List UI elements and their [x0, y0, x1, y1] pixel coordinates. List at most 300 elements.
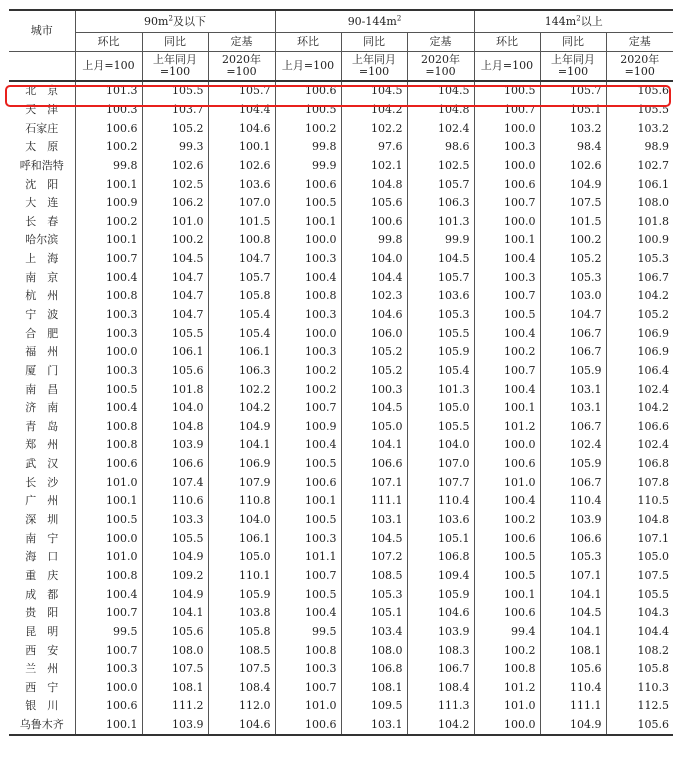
- value-cell: 100.3: [75, 660, 142, 679]
- base-header: 上月=100: [75, 52, 142, 82]
- value-cell: 100.2: [75, 212, 142, 231]
- value-cell: 104.6: [407, 604, 474, 623]
- value-cell: 100.7: [474, 362, 540, 381]
- value-cell: 100.8: [208, 231, 275, 250]
- value-cell: 102.6: [208, 157, 275, 176]
- value-cell: 110.6: [142, 492, 208, 511]
- value-cell: 108.4: [407, 679, 474, 698]
- value-cell: 100.8: [275, 641, 341, 660]
- value-cell: 102.4: [606, 436, 673, 455]
- value-cell: 106.6: [142, 455, 208, 474]
- value-cell: 100.2: [540, 231, 606, 250]
- value-cell: 105.2: [142, 119, 208, 138]
- value-cell: 100.0: [474, 436, 540, 455]
- value-cell: 100.2: [142, 231, 208, 250]
- base-header: 上年同月 =100: [142, 52, 208, 82]
- value-cell: 101.1: [275, 548, 341, 567]
- value-cell: 104.5: [142, 250, 208, 269]
- value-cell: 101.8: [142, 380, 208, 399]
- value-cell: 100.9: [275, 418, 341, 437]
- table-row: [9, 529, 673, 548]
- value-cell: 105.6: [341, 194, 407, 213]
- value-cell: 105.7: [407, 268, 474, 287]
- value-cell: 103.6: [407, 511, 474, 530]
- subcol-header: 定基: [407, 33, 474, 52]
- value-cell: 99.9: [407, 231, 474, 250]
- city-cell: 石家庄: [25, 121, 59, 135]
- subcol-header: 定基: [606, 33, 673, 52]
- value-cell: 100.8: [474, 660, 540, 679]
- value-cell: 101.8: [606, 212, 673, 231]
- city-cell: 天 津: [25, 102, 59, 116]
- value-cell: 104.5: [341, 399, 407, 418]
- value-cell: 100.5: [275, 455, 341, 474]
- price-index-table: [9, 9, 673, 736]
- value-cell: 104.2: [407, 716, 474, 736]
- value-cell: 103.4: [341, 623, 407, 642]
- table-row: [9, 436, 673, 455]
- value-cell: 105.6: [540, 660, 606, 679]
- value-cell: 99.5: [75, 623, 142, 642]
- value-cell: 100.3: [275, 250, 341, 269]
- value-cell: 106.7: [540, 473, 606, 492]
- table-row: [9, 157, 673, 176]
- value-cell: 105.2: [606, 306, 673, 325]
- value-cell: 108.0: [142, 641, 208, 660]
- city-cell: 乌鲁木齐: [9, 716, 75, 736]
- value-cell: 100.1: [208, 138, 275, 157]
- value-cell: 104.7: [142, 306, 208, 325]
- value-cell: 102.7: [606, 157, 673, 176]
- value-cell: 112.5: [606, 697, 673, 716]
- value-cell: 104.8: [407, 101, 474, 120]
- value-cell: 108.0: [606, 194, 673, 213]
- value-cell: 105.8: [208, 623, 275, 642]
- subcol-header: 定基: [208, 33, 275, 52]
- value-cell: 107.5: [540, 194, 606, 213]
- city-cell: 南 昌: [25, 382, 59, 396]
- value-cell: 101.5: [208, 212, 275, 231]
- value-cell: 105.1: [407, 529, 474, 548]
- value-cell: 106.4: [606, 362, 673, 381]
- value-cell: 100.8: [75, 436, 142, 455]
- value-cell: 100.4: [474, 492, 540, 511]
- city-cell: 大 连: [25, 196, 59, 210]
- value-cell: 104.7: [208, 250, 275, 269]
- value-cell: 104.0: [407, 436, 474, 455]
- value-cell: 100.9: [606, 231, 673, 250]
- city-cell: 济 南: [25, 401, 59, 415]
- value-cell: 105.3: [341, 585, 407, 604]
- value-cell: 105.5: [407, 418, 474, 437]
- value-cell: 100.5: [474, 81, 540, 101]
- table-row: [9, 380, 673, 399]
- value-cell: 104.9: [142, 548, 208, 567]
- value-cell: 100.7: [75, 250, 142, 269]
- value-cell: 100.4: [275, 436, 341, 455]
- value-cell: 100.7: [474, 101, 540, 120]
- table-row: [9, 604, 673, 623]
- value-cell: 105.9: [407, 343, 474, 362]
- value-cell: 109.5: [341, 697, 407, 716]
- value-cell: 105.0: [208, 548, 275, 567]
- value-cell: 105.5: [142, 529, 208, 548]
- value-cell: 105.3: [606, 250, 673, 269]
- value-cell: 107.7: [407, 473, 474, 492]
- value-cell: 103.8: [208, 604, 275, 623]
- value-cell: 100.5: [275, 194, 341, 213]
- city-cell: 宁 波: [25, 308, 59, 321]
- value-cell: 104.8: [142, 418, 208, 437]
- value-cell: 105.1: [341, 604, 407, 623]
- value-cell: 108.5: [208, 641, 275, 660]
- value-cell: 106.1: [208, 343, 275, 362]
- city-cell: 郑 州: [25, 438, 59, 452]
- value-cell: 108.1: [341, 679, 407, 698]
- value-cell: 107.4: [142, 473, 208, 492]
- value-cell: 100.1: [75, 716, 142, 736]
- value-cell: 100.3: [275, 529, 341, 548]
- value-cell: 104.0: [341, 250, 407, 269]
- value-cell: 110.4: [540, 679, 606, 698]
- value-cell: 100.6: [474, 175, 540, 194]
- value-cell: 106.6: [540, 529, 606, 548]
- value-cell: 100.7: [474, 194, 540, 213]
- value-cell: 101.0: [142, 212, 208, 231]
- city-cell: 广 州: [25, 494, 59, 508]
- value-cell: 100.8: [75, 287, 142, 306]
- table-row: [9, 119, 673, 138]
- value-cell: 100.6: [75, 455, 142, 474]
- base-header: 2020年 =100: [208, 52, 275, 82]
- value-cell: 101.0: [474, 697, 540, 716]
- table-row: [9, 641, 673, 660]
- base-header: 上年同月 =100: [540, 52, 606, 82]
- value-cell: 105.5: [407, 324, 474, 343]
- value-cell: 105.6: [606, 716, 673, 736]
- value-cell: 107.5: [606, 567, 673, 586]
- value-cell: 100.1: [474, 231, 540, 250]
- table-row: [9, 399, 673, 418]
- value-cell: 104.9: [208, 418, 275, 437]
- value-cell: 106.9: [606, 324, 673, 343]
- value-cell: 106.6: [341, 455, 407, 474]
- value-cell: 106.3: [407, 194, 474, 213]
- value-cell: 102.1: [341, 157, 407, 176]
- value-cell: 100.6: [474, 455, 540, 474]
- value-cell: 100.1: [75, 492, 142, 511]
- group-header-large: $144m^2$以上: [474, 10, 673, 33]
- value-cell: 105.3: [540, 268, 606, 287]
- value-cell: 100.0: [474, 716, 540, 736]
- value-cell: 100.3: [275, 660, 341, 679]
- value-cell: 107.8: [606, 473, 673, 492]
- value-cell: 100.8: [75, 567, 142, 586]
- value-cell: 106.8: [407, 548, 474, 567]
- value-cell: 100.3: [75, 324, 142, 343]
- value-cell: 107.9: [208, 473, 275, 492]
- city-cell: 重 庆: [25, 568, 59, 582]
- value-cell: 100.1: [275, 492, 341, 511]
- value-cell: 106.8: [606, 455, 673, 474]
- city-cell: 福 州: [25, 345, 59, 359]
- value-cell: 108.1: [142, 679, 208, 698]
- value-cell: 103.1: [341, 511, 407, 530]
- value-cell: 100.6: [75, 119, 142, 138]
- value-cell: 103.7: [142, 101, 208, 120]
- value-cell: 104.3: [606, 604, 673, 623]
- value-cell: 105.5: [606, 585, 673, 604]
- value-cell: 103.1: [540, 399, 606, 418]
- value-cell: 100.0: [275, 324, 341, 343]
- value-cell: 108.4: [208, 679, 275, 698]
- value-cell: 100.3: [75, 362, 142, 381]
- value-cell: 106.7: [540, 343, 606, 362]
- value-cell: 104.6: [341, 306, 407, 325]
- group-header-small: $90m^2$及以下: [75, 10, 275, 33]
- value-cell: 107.1: [606, 529, 673, 548]
- value-cell: 106.2: [142, 194, 208, 213]
- value-cell: 104.5: [407, 250, 474, 269]
- value-cell: 100.5: [474, 548, 540, 567]
- city-header-spacer: [9, 52, 75, 82]
- value-cell: 103.9: [407, 623, 474, 642]
- value-cell: 100.1: [275, 212, 341, 231]
- value-cell: 105.0: [407, 399, 474, 418]
- value-cell: 104.2: [606, 399, 673, 418]
- value-cell: 104.0: [142, 399, 208, 418]
- value-cell: 103.6: [407, 287, 474, 306]
- city-cell: 西 安: [25, 643, 59, 657]
- value-cell: 100.1: [474, 585, 540, 604]
- table-row: [9, 567, 673, 586]
- city-cell: 长 沙: [25, 475, 59, 489]
- base-header: 上年同月 =100: [341, 52, 407, 82]
- value-cell: 100.5: [474, 567, 540, 586]
- city-cell: 昆 明: [25, 624, 59, 638]
- city-cell: 呼和浩特: [19, 158, 64, 172]
- value-cell: 105.9: [540, 362, 606, 381]
- value-cell: 106.7: [606, 268, 673, 287]
- value-cell: 104.7: [142, 287, 208, 306]
- value-cell: 105.4: [407, 362, 474, 381]
- value-cell: 104.6: [208, 119, 275, 138]
- subcol-header: 环比: [474, 33, 540, 52]
- value-cell: 105.3: [407, 306, 474, 325]
- value-cell: 100.2: [474, 511, 540, 530]
- value-cell: 107.0: [407, 455, 474, 474]
- value-cell: 101.3: [75, 81, 142, 101]
- value-cell: 101.0: [275, 697, 341, 716]
- value-cell: 104.7: [540, 306, 606, 325]
- value-cell: 108.5: [341, 567, 407, 586]
- value-cell: 104.9: [540, 716, 606, 736]
- value-cell: 100.3: [275, 306, 341, 325]
- value-cell: 105.4: [208, 306, 275, 325]
- value-cell: 100.8: [275, 287, 341, 306]
- value-cell: 103.2: [540, 119, 606, 138]
- city-cell: 南 宁: [25, 531, 59, 545]
- table-row: [9, 101, 673, 120]
- city-cell: 上 海: [25, 252, 59, 266]
- table-row: [9, 194, 673, 213]
- value-cell: 104.9: [540, 175, 606, 194]
- value-cell: 111.3: [407, 697, 474, 716]
- value-cell: 100.1: [474, 399, 540, 418]
- value-cell: 111.1: [341, 492, 407, 511]
- value-cell: 100.7: [275, 679, 341, 698]
- value-cell: 104.8: [606, 511, 673, 530]
- city-cell: 海 口: [25, 550, 59, 564]
- value-cell: 100.4: [275, 604, 341, 623]
- value-cell: 108.2: [606, 641, 673, 660]
- value-cell: 105.4: [208, 324, 275, 343]
- value-cell: 100.5: [75, 380, 142, 399]
- value-cell: 106.7: [407, 660, 474, 679]
- base-header: 上月=100: [474, 52, 540, 82]
- value-cell: 104.2: [208, 399, 275, 418]
- value-cell: 105.5: [606, 101, 673, 120]
- city-cell: 西 宁: [25, 680, 59, 694]
- value-cell: 102.2: [208, 380, 275, 399]
- city-cell: 成 都: [25, 587, 59, 601]
- table-row: [9, 81, 673, 101]
- value-cell: 98.9: [606, 138, 673, 157]
- table-row: [9, 585, 673, 604]
- city-cell: 太 原: [25, 140, 59, 154]
- value-cell: 100.5: [275, 101, 341, 120]
- city-cell: 厦 门: [25, 363, 59, 377]
- value-cell: 100.7: [75, 604, 142, 623]
- value-cell: 100.0: [75, 679, 142, 698]
- value-cell: 100.3: [75, 101, 142, 120]
- value-cell: 99.4: [474, 623, 540, 642]
- city-column-header: 城市: [9, 10, 75, 52]
- value-cell: 100.4: [275, 268, 341, 287]
- value-cell: 99.8: [75, 157, 142, 176]
- value-cell: 105.5: [142, 81, 208, 101]
- value-cell: 109.4: [407, 567, 474, 586]
- value-cell: 108.1: [540, 641, 606, 660]
- value-cell: 106.0: [341, 324, 407, 343]
- value-cell: 100.8: [75, 418, 142, 437]
- value-cell: 100.0: [275, 231, 341, 250]
- value-cell: 101.2: [474, 679, 540, 698]
- value-cell: 104.1: [540, 623, 606, 642]
- value-cell: 100.2: [275, 380, 341, 399]
- value-cell: 100.6: [275, 716, 341, 736]
- value-cell: 99.8: [275, 138, 341, 157]
- value-cell: 100.6: [75, 697, 142, 716]
- value-cell: 104.1: [341, 436, 407, 455]
- value-cell: 102.5: [142, 175, 208, 194]
- value-cell: 100.7: [275, 399, 341, 418]
- value-cell: 106.1: [208, 529, 275, 548]
- table-row: [9, 716, 673, 736]
- value-cell: 108.0: [341, 641, 407, 660]
- city-cell: 贵 阳: [25, 606, 59, 620]
- value-cell: 102.3: [341, 287, 407, 306]
- table-row: [9, 455, 673, 474]
- value-cell: 105.3: [540, 548, 606, 567]
- value-cell: 105.9: [208, 585, 275, 604]
- value-cell: 100.2: [474, 641, 540, 660]
- value-cell: 100.7: [474, 287, 540, 306]
- value-cell: 100.3: [474, 138, 540, 157]
- value-cell: 99.3: [142, 138, 208, 157]
- table-row: [9, 231, 673, 250]
- value-cell: 102.4: [606, 380, 673, 399]
- value-cell: 106.3: [208, 362, 275, 381]
- value-cell: 100.2: [75, 138, 142, 157]
- value-cell: 105.8: [208, 287, 275, 306]
- value-cell: 100.2: [275, 362, 341, 381]
- value-cell: 104.5: [407, 81, 474, 101]
- value-cell: 110.4: [407, 492, 474, 511]
- value-cell: 101.0: [474, 473, 540, 492]
- city-cell: 兰 州: [25, 662, 59, 676]
- table-row: [9, 212, 673, 231]
- value-cell: 110.5: [606, 492, 673, 511]
- value-cell: 106.1: [606, 175, 673, 194]
- value-cell: 100.2: [474, 343, 540, 362]
- value-cell: 110.1: [208, 567, 275, 586]
- value-cell: 109.2: [142, 567, 208, 586]
- table-row: [9, 362, 673, 381]
- value-cell: 100.3: [275, 343, 341, 362]
- value-cell: 104.4: [606, 623, 673, 642]
- value-cell: 102.4: [407, 119, 474, 138]
- value-cell: 104.1: [540, 585, 606, 604]
- value-cell: 104.7: [142, 268, 208, 287]
- city-cell: 合 肥: [25, 326, 59, 340]
- value-cell: 98.6: [407, 138, 474, 157]
- table-row: [9, 623, 673, 642]
- value-cell: 103.9: [540, 511, 606, 530]
- value-cell: 103.9: [142, 716, 208, 736]
- value-cell: 103.3: [142, 511, 208, 530]
- table-row: [9, 697, 673, 716]
- value-cell: 105.9: [540, 455, 606, 474]
- value-cell: 100.4: [75, 585, 142, 604]
- value-cell: 105.7: [208, 268, 275, 287]
- table-row: [9, 418, 673, 437]
- value-cell: 100.1: [75, 175, 142, 194]
- value-cell: 100.5: [275, 511, 341, 530]
- subcol-header: 同比: [540, 33, 606, 52]
- value-cell: 105.7: [208, 81, 275, 101]
- value-cell: 107.5: [208, 660, 275, 679]
- value-cell: 100.4: [75, 399, 142, 418]
- value-cell: 103.6: [208, 175, 275, 194]
- value-cell: 104.2: [341, 101, 407, 120]
- value-cell: 103.0: [540, 287, 606, 306]
- value-cell: 101.2: [474, 418, 540, 437]
- value-cell: 104.8: [341, 175, 407, 194]
- value-cell: 100.6: [474, 604, 540, 623]
- table-row: [9, 250, 673, 269]
- value-cell: 100.9: [75, 194, 142, 213]
- value-cell: 105.0: [341, 418, 407, 437]
- value-cell: 100.5: [474, 306, 540, 325]
- table-row: [9, 511, 673, 530]
- table-row: [9, 473, 673, 492]
- value-cell: 104.4: [341, 268, 407, 287]
- value-cell: 100.7: [75, 641, 142, 660]
- city-cell: 沈 阳: [25, 177, 59, 191]
- value-cell: 105.1: [540, 101, 606, 120]
- value-cell: 104.9: [142, 585, 208, 604]
